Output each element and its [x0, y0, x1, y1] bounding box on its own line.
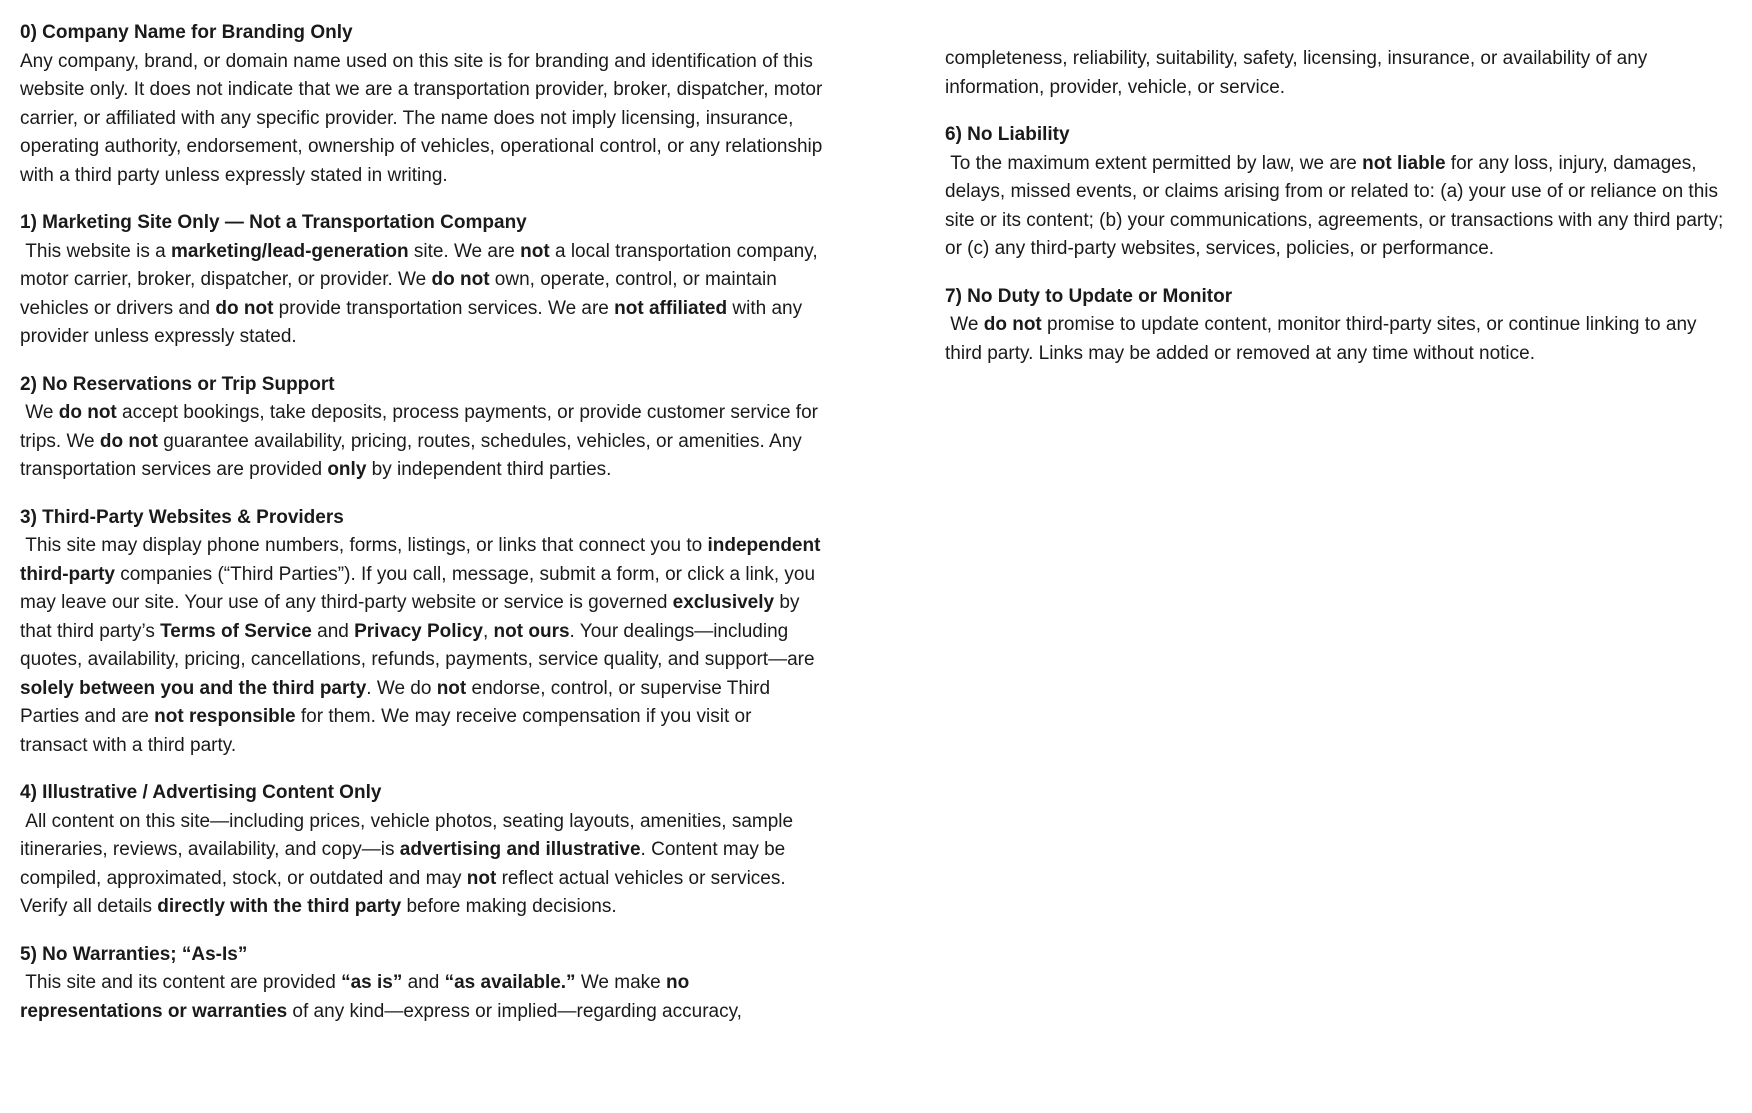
- body-text: for them. We may receive compensation if you visit or transact with a third party.: [20, 706, 752, 756]
- emphasis-text: exclusively: [672, 592, 775, 613]
- section-heading: 7) No Duty to Update or Monitor: [945, 285, 1233, 307]
- body-text: of any kind—express or implied—regarding accuracy,: [287, 1000, 742, 1022]
- body-text: by that third party’s: [20, 592, 800, 642]
- emphasis-text: not ours: [493, 620, 570, 642]
- left-column: [20, 0, 823, 1113]
- emphasis-text: not: [466, 867, 497, 889]
- emphasis-text: no representations or warranties: [20, 972, 690, 1022]
- disclaimer-section: [20, 941, 823, 1027]
- body-text: reflect actual vehicles or services. Verify all details: [20, 867, 786, 917]
- body-text: companies (“Third Parties”). If you call, message, submit a form, or click a link, you may leave our site. Your use of any third-party website or service is governed: [20, 563, 816, 613]
- body-text: We: [945, 314, 984, 335]
- emphasis-text: do not: [58, 402, 117, 423]
- body-text: site. We are: [408, 240, 521, 262]
- section-heading: 4) Illustrative / Advertising Content Only: [20, 782, 382, 803]
- section-heading: 3) Third-Party Websites & Providers: [20, 506, 344, 528]
- body-text: Any company, brand, or domain name used on this site is for branding and identification of this website only. It does not indicate that we are a transportation provider, broker, dispatcher, motor carrier, or affiliated with any specific provider. The name does not imply licensing, insurance, operating authority, endorsement, ownership of vehicles, operational control, or any relationship with a third party unless expressly stated in writing.: [20, 50, 823, 186]
- section-heading: 5) No Warranties; “As-Is”: [20, 943, 248, 965]
- body-text: . Content may be compiled, approximated, stock, or outdated and may: [20, 839, 786, 889]
- body-text: completeness, reliability, suitability, safety, licensing, insurance, or availability of any information, provider, vehicle, or service.: [945, 48, 1648, 98]
- section-heading: 2) No Reservations or Trip Support: [20, 373, 335, 395]
- body-text: before making decisions.: [401, 896, 617, 917]
- disclaimer-continuation: [945, 45, 1730, 102]
- emphasis-text: Privacy Policy: [354, 620, 483, 642]
- emphasis-text: do not: [99, 430, 158, 452]
- body-text: . Your dealings—including quotes, availability, pricing, cancellations, refunds, payments, service quality, and support—are: [20, 620, 815, 670]
- emphasis-text: not affiliated: [614, 297, 728, 319]
- body-text: guarantee availability, pricing, routes, schedules, vehicles, or amenities. Any transportation services are provided: [20, 430, 802, 480]
- disclaimer-section: [20, 19, 823, 190]
- body-text: This site may display phone numbers, forms, listings, or links that connect you to: [20, 535, 708, 556]
- body-text: ,: [482, 620, 494, 642]
- section-heading: 0) Company Name for Branding Only: [20, 22, 353, 43]
- emphasis-text: not: [520, 240, 550, 262]
- body-text: and: [311, 620, 355, 642]
- body-text: for any loss, injury, damages, delays, missed events, or claims arising from or related to: (a) your use of or reliance on this site or its content; (b) your communications, agreements, or transactions with any third party; or (c) any third-party websites, services, policies, or performance.: [945, 152, 1724, 259]
- body-text: provide transportation services. We are: [273, 297, 615, 319]
- body-text: and: [402, 972, 445, 993]
- body-text: We make: [575, 972, 667, 993]
- emphasis-text: not: [436, 677, 467, 699]
- body-text: This site and its content are provided: [20, 972, 342, 993]
- body-text: We: [20, 402, 59, 423]
- emphasis-text: “as available.”: [444, 972, 576, 993]
- section-heading: 6) No Liability: [945, 124, 1070, 145]
- emphasis-text: directly with the third party: [157, 896, 402, 917]
- disclaimer-section: [945, 283, 1730, 369]
- disclaimer-section: [20, 779, 823, 922]
- body-text: with any provider unless expressly stated.: [20, 297, 803, 347]
- disclaimer-section: [20, 504, 823, 761]
- body-text: To the maximum extent permitted by law, we are: [945, 152, 1363, 174]
- section-heading: 1) Marketing Site Only — Not a Transportation Company: [20, 212, 527, 233]
- emphasis-text: do not: [215, 297, 274, 319]
- body-text: All content on this site—including prices, vehicle photos, seating layouts, amenities, sample itineraries, reviews, availability, and copy—is: [20, 810, 794, 860]
- emphasis-text: “as is”: [341, 972, 403, 993]
- body-text: This website is a: [20, 240, 171, 262]
- emphasis-text: marketing/lead-generation: [171, 240, 409, 262]
- emphasis-text: solely between you and the third party: [20, 677, 367, 699]
- body-text: accept bookings, take deposits, process payments, or provide customer service for trips. We: [20, 402, 818, 452]
- body-text: own, operate, control, or maintain vehicles or drivers and: [20, 269, 777, 319]
- right-column: [945, 0, 1730, 1113]
- disclaimer-section: [945, 121, 1730, 264]
- disclaimer-section: [20, 209, 823, 352]
- emphasis-text: independent third-party: [20, 535, 821, 585]
- emphasis-text: do not: [431, 269, 490, 290]
- emphasis-text: advertising and illustrative: [399, 839, 641, 860]
- emphasis-text: Terms of Service: [160, 620, 312, 642]
- body-text: endorse, control, or supervise Third Parties and are: [20, 677, 771, 727]
- body-text: promise to update content, monitor third-party sites, or continue linking to any third party. Links may be added or removed at any time without notice.: [945, 314, 1697, 364]
- emphasis-text: not responsible: [154, 706, 296, 727]
- disclaimer-section: [20, 371, 823, 485]
- body-text: . We do: [366, 677, 437, 699]
- emphasis-text: do not: [983, 314, 1042, 335]
- body-text: by independent third parties.: [366, 459, 612, 480]
- body-text: a local transportation company, motor carrier, broker, dispatcher, or provider. We: [20, 240, 818, 290]
- emphasis-text: not liable: [1362, 152, 1446, 174]
- emphasis-text: only: [327, 459, 367, 480]
